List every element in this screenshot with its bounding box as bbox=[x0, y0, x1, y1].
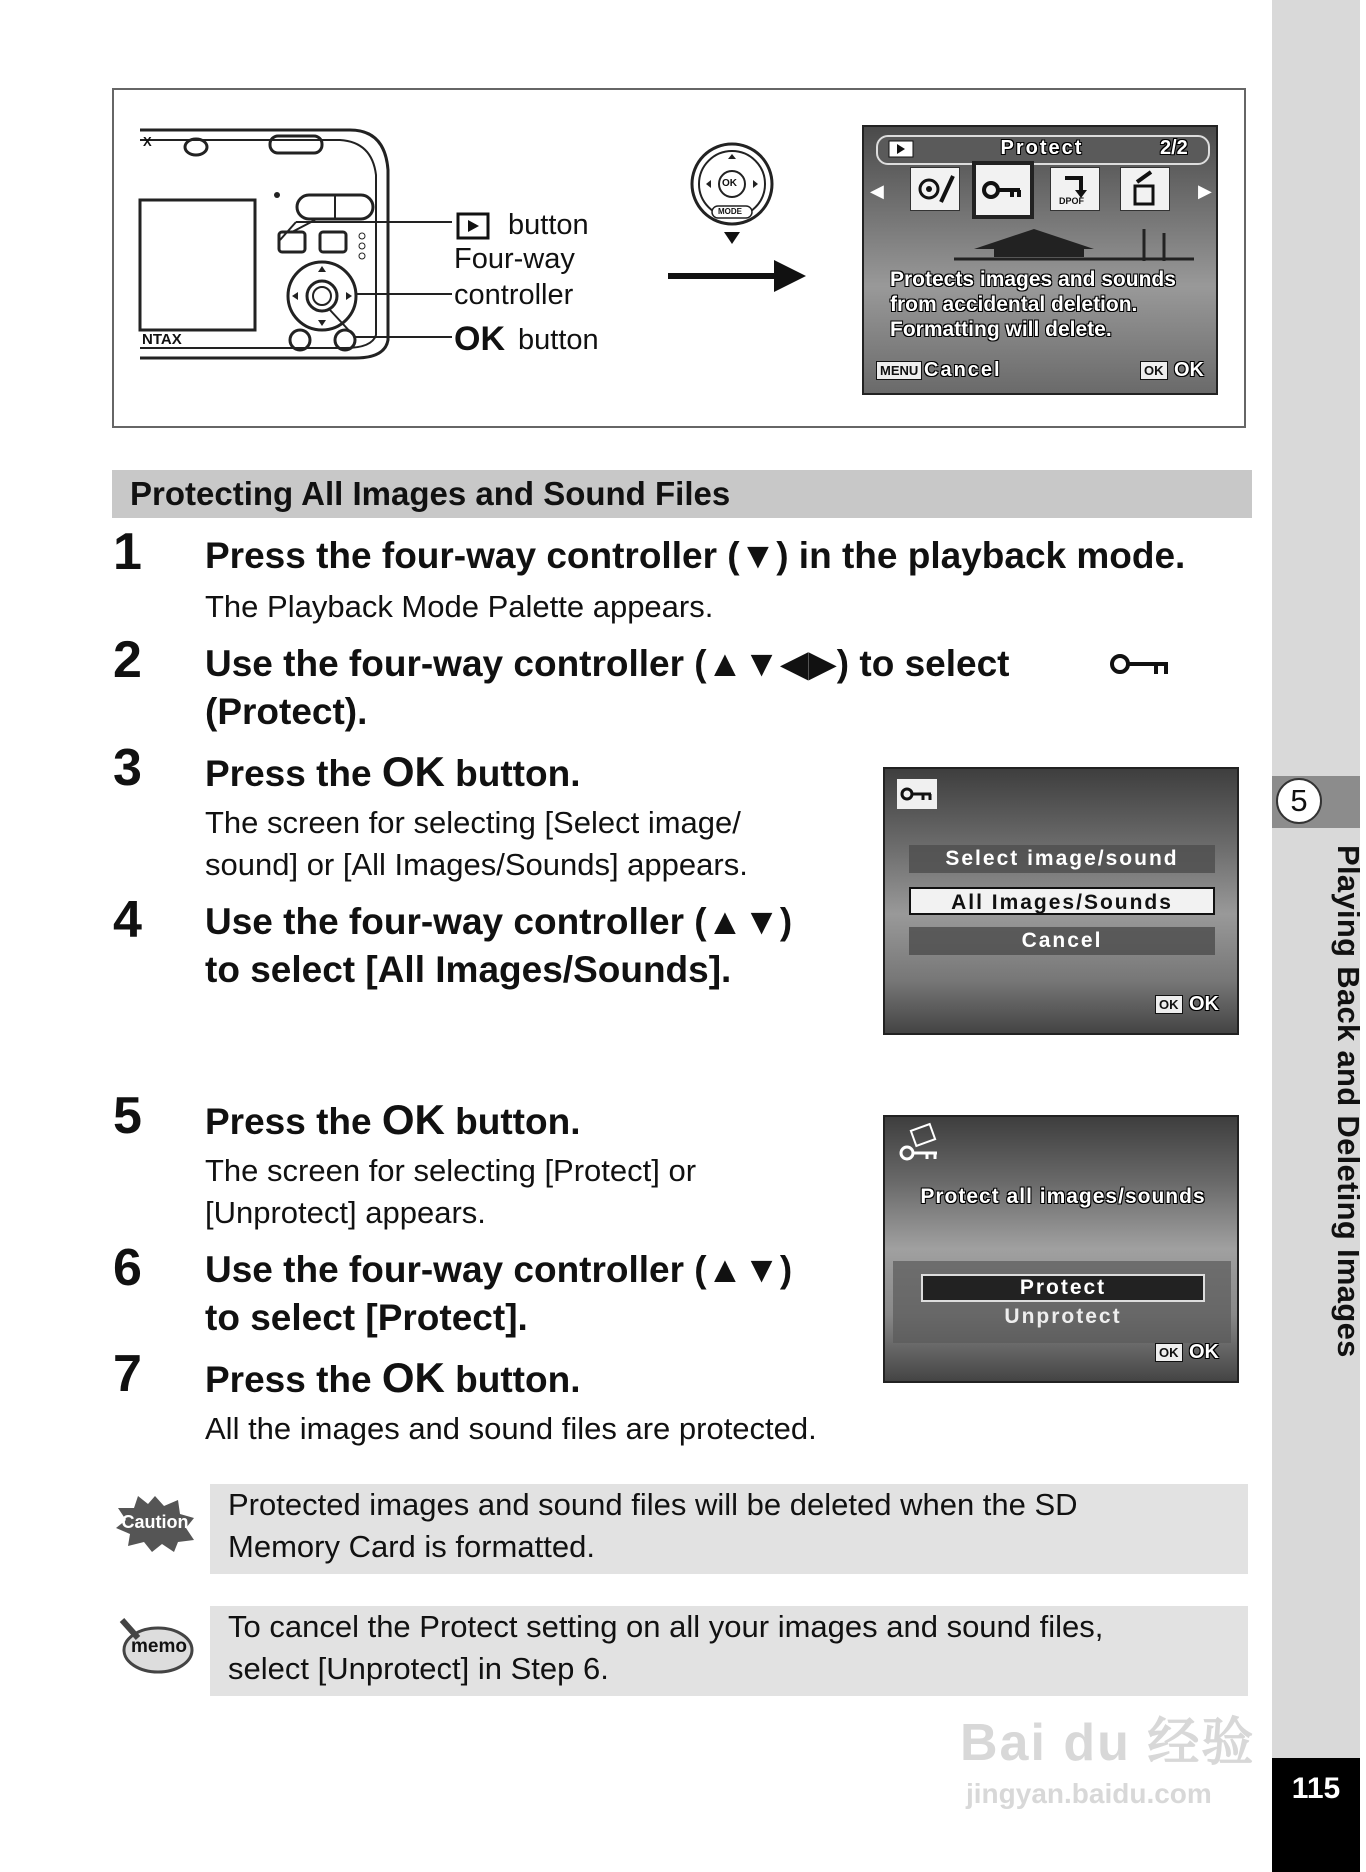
step-2-title-line2: (Protect). bbox=[205, 691, 368, 732]
menu-key-icon: MENU bbox=[876, 361, 922, 380]
watermark-url: jingyan.baidu.com bbox=[966, 1778, 1212, 1809]
step-4-title-line2: to select [All Images/Sounds]. bbox=[205, 949, 732, 990]
chapter-title: Playing Back and Deleting Images bbox=[1331, 845, 1366, 1358]
dial-mode-label: MODE bbox=[718, 207, 742, 216]
step-5-title-pre: Press the bbox=[205, 1101, 372, 1142]
leader-lines bbox=[290, 200, 460, 350]
select-mode-screen bbox=[883, 767, 1239, 1035]
caution-line2: Memory Card is formatted. bbox=[228, 1529, 595, 1564]
protect-key-icon bbox=[1108, 650, 1172, 680]
palette-ok[interactable]: OK bbox=[1174, 359, 1204, 381]
step-7-desc: All the images and sound files are protected. bbox=[205, 1411, 817, 1446]
step-6-number: 6 bbox=[113, 1239, 142, 1297]
step-5-number: 5 bbox=[113, 1087, 142, 1145]
section-heading: Protecting All Images and Sound Files bbox=[130, 475, 731, 512]
step-5-desc-line2: [Unprotect] appears. bbox=[205, 1195, 486, 1230]
step-3-title-pre: Press the bbox=[205, 753, 372, 794]
palette-page: 2/2 bbox=[1160, 137, 1188, 159]
palette-left-arrow-icon[interactable]: ◀ bbox=[870, 181, 884, 201]
step-6-title-line2: to select [Protect]. bbox=[205, 1297, 528, 1338]
step-3-desc-line2: sound] or [All Images/Sounds] appears. bbox=[205, 847, 748, 882]
palette-protect-icon[interactable] bbox=[972, 161, 1034, 219]
option-protect[interactable]: Protect bbox=[921, 1274, 1205, 1302]
palette-dpof-icon[interactable] bbox=[1050, 167, 1100, 211]
fourway-label-line2: controller bbox=[454, 279, 574, 311]
memo-icon-label: memo bbox=[131, 1636, 187, 1657]
playback-button-label: button bbox=[508, 209, 589, 241]
step-7-title-pre: Press the bbox=[205, 1359, 372, 1400]
memo-line1: To cancel the Protect setting on all your images and sound files, bbox=[228, 1609, 1104, 1644]
protect-all-screen bbox=[883, 1115, 1239, 1383]
palette-slideshow-icon[interactable] bbox=[910, 167, 960, 211]
palette-recover-icon[interactable] bbox=[1120, 167, 1170, 211]
step-3-desc-line1: The screen for selecting [Select image/ bbox=[205, 805, 741, 840]
palette-desc-line3: Formatting will delete. bbox=[890, 318, 1112, 341]
dial-ok-label: OK bbox=[722, 178, 737, 189]
step-7-number: 7 bbox=[113, 1345, 142, 1403]
step-5-title-post: button. bbox=[455, 1101, 581, 1142]
step-5-desc-line1: The screen for selecting [Protect] or bbox=[205, 1153, 697, 1188]
chapter-number: 5 bbox=[1276, 778, 1322, 824]
fourway-dial-icon bbox=[688, 142, 778, 248]
camera-brand: NTAX bbox=[142, 331, 182, 348]
caution-icon-label: Caution bbox=[121, 1512, 189, 1532]
palette-dpof-label: DPOF bbox=[1059, 196, 1085, 206]
step-5-ok-mark: OK bbox=[381, 1096, 445, 1143]
caution-line1: Protected images and sound files will be deleted when the SD bbox=[228, 1487, 1078, 1522]
protect-key-screen-icon bbox=[897, 779, 937, 809]
ok-button-label: button bbox=[518, 324, 599, 356]
palette-screen bbox=[862, 125, 1218, 395]
page-number: 115 bbox=[1291, 1772, 1341, 1805]
step-7-ok-mark: OK bbox=[381, 1354, 445, 1401]
step-7-title-post: button. bbox=[455, 1359, 581, 1400]
step-3-title bbox=[205, 748, 580, 798]
menu-item-select-image[interactable]: Select image/sound bbox=[909, 845, 1215, 873]
fourway-label-line1: Four-way bbox=[454, 243, 575, 275]
memo-icon bbox=[114, 1612, 194, 1678]
protect-all-title: Protect all images/sounds bbox=[920, 1185, 1206, 1208]
palette-desc-line1: Protects images and sounds bbox=[890, 268, 1176, 291]
protect-all-icon bbox=[897, 1125, 943, 1165]
ok-key-icon: OK bbox=[1155, 1343, 1183, 1362]
step-6-title-line1: Use the four-way controller (▲▼) bbox=[205, 1249, 793, 1290]
camera-brand-top: X bbox=[143, 134, 152, 149]
select-screen-ok[interactable]: OK bbox=[1189, 993, 1219, 1015]
step-7-title bbox=[205, 1354, 580, 1404]
palette-title: Protect bbox=[1000, 137, 1084, 159]
step-3-title-post: button. bbox=[455, 753, 581, 794]
watermark-brand: Bai du 经验 bbox=[960, 1714, 1256, 1772]
step-2-number: 2 bbox=[113, 631, 142, 689]
step-1-desc: The Playback Mode Palette appears. bbox=[205, 589, 714, 624]
step-4-number: 4 bbox=[113, 891, 142, 949]
caution-icon bbox=[114, 1494, 196, 1554]
menu-item-cancel[interactable]: Cancel bbox=[909, 927, 1215, 955]
step-1-title: Press the four-way controller (▼) in the playback mode. bbox=[205, 535, 1186, 576]
palette-right-arrow-icon[interactable]: ▶ bbox=[1198, 181, 1212, 201]
step-2-title-line1: Use the four-way controller (▲▼◀▶) to select bbox=[205, 643, 1010, 684]
ok-key-icon: OK bbox=[1155, 995, 1183, 1014]
palette-desc-line2: from accidental deletion. bbox=[890, 293, 1138, 316]
step-3-number: 3 bbox=[113, 739, 142, 797]
step-1-number: 1 bbox=[113, 523, 142, 581]
memo-line2: select [Unprotect] in Step 6. bbox=[228, 1651, 609, 1686]
playback-button-icon bbox=[456, 212, 490, 240]
step-3-ok-mark: OK bbox=[381, 748, 445, 795]
ok-mark-label: OK bbox=[454, 320, 505, 358]
menu-item-all-images[interactable]: All Images/Sounds bbox=[909, 887, 1215, 915]
right-arrow-icon bbox=[668, 256, 808, 296]
ok-key-icon: OK bbox=[1140, 361, 1168, 380]
palette-cancel[interactable]: Cancel bbox=[924, 359, 1002, 381]
step-5-title bbox=[205, 1096, 580, 1146]
protect-screen-ok[interactable]: OK bbox=[1189, 1341, 1219, 1363]
option-unprotect[interactable]: Unprotect bbox=[1004, 1305, 1122, 1328]
step-4-title-line1: Use the four-way controller (▲▼) bbox=[205, 901, 793, 942]
